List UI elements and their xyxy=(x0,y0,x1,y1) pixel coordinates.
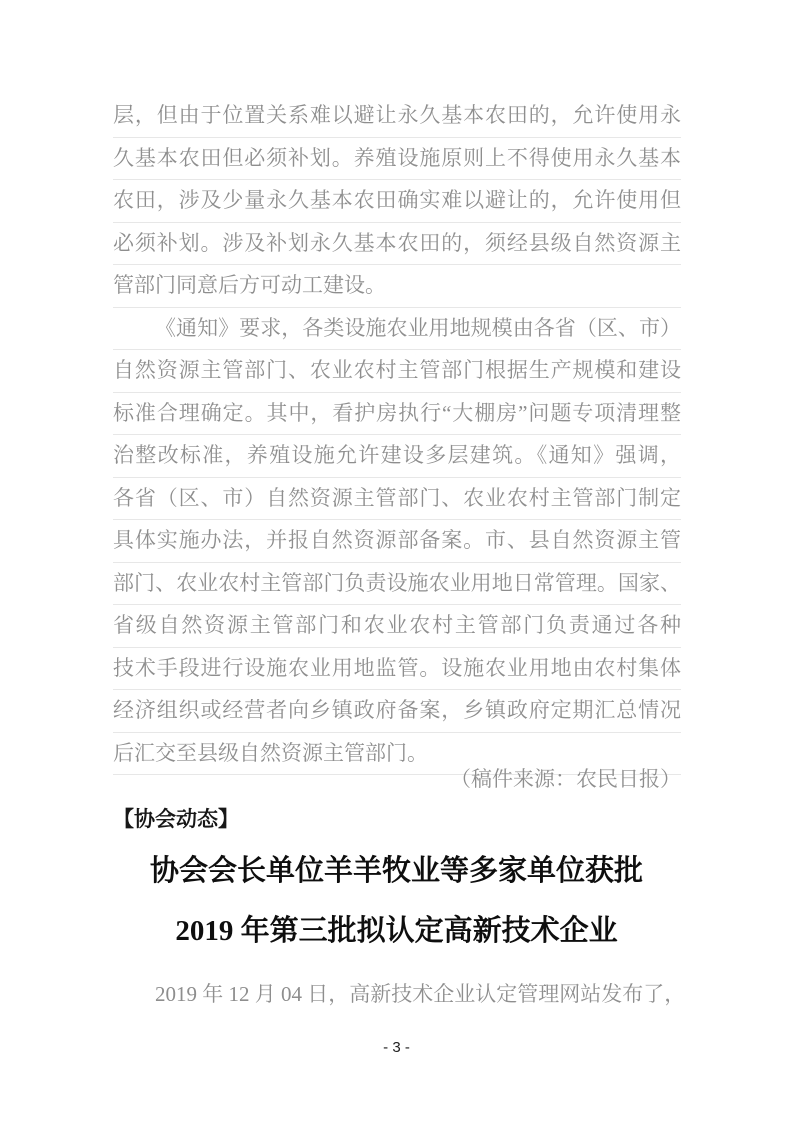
body-text-line: 自然资源主管部门、农业农村主管部门根据生产规模和建设 xyxy=(113,350,681,393)
body-text-line: 经济组织或经营者向乡镇政府备案，乡镇政府定期汇总情况 xyxy=(113,690,681,733)
body-text-line: 2019 年 12 月 04 日，高新技术企业认定管理网站发布了， xyxy=(155,982,686,1006)
body-text-line: 久基本农田但必须补划。养殖设施原则上不得使用永久基本 xyxy=(113,138,681,181)
body-text-line: 技术手段进行设施农业用地监管。设施农业用地由农村集体 xyxy=(113,648,681,691)
body-text-line: 农田，涉及少量永久基本农田确实难以避让的，允许使用但 xyxy=(113,180,681,223)
body-text-line: 管部门同意后方可动工建设。 xyxy=(113,265,681,308)
paragraph xyxy=(113,95,681,308)
body-text-line: 后汇交至县级自然资源主管部门。 xyxy=(113,733,681,776)
body-text-line: 具体实施办法，并报自然资源部备案。市、县自然资源主管 xyxy=(113,520,681,563)
body-text-line: 层，但由于位置关系难以避让永久基本农田的，允许使用永 xyxy=(113,95,681,138)
page-number: - 3 - xyxy=(383,1039,410,1056)
body-text-line: 《通知》要求，各类设施农业用地规模由各省（区、市） xyxy=(113,308,681,351)
body-text-block xyxy=(113,95,681,775)
section-label: 【协会动态】 xyxy=(113,808,239,831)
body-text-line: 治整改标准，养殖设施允许建设多层建筑。《通知》强调， xyxy=(113,435,681,478)
body-text-line: 省级自然资源主管部门和农业农村主管部门负责通过各种 xyxy=(113,605,681,648)
paragraph xyxy=(113,308,681,776)
body-text-line: 标准合理确定。其中，看护房执行“大棚房”问题专项清理整 xyxy=(113,393,681,436)
body-text-line: 必须补划。涉及补划永久基本农田的，须经县级自然资源主 xyxy=(113,223,681,266)
body-text-line: 各省（区、市）自然资源主管部门、农业农村主管部门制定 xyxy=(113,478,681,521)
body-text-line: 部门、农业农村主管部门负责设施农业用地日常管理。国家、 xyxy=(113,563,681,606)
source-attribution: （稿件来源：农民日报） xyxy=(450,767,681,791)
article-title-line2: 2019 年第三批拟认定高新技术企业 xyxy=(175,915,618,947)
article-title-line1: 协会会长单位羊羊牧业等多家单位获批 xyxy=(149,855,643,887)
